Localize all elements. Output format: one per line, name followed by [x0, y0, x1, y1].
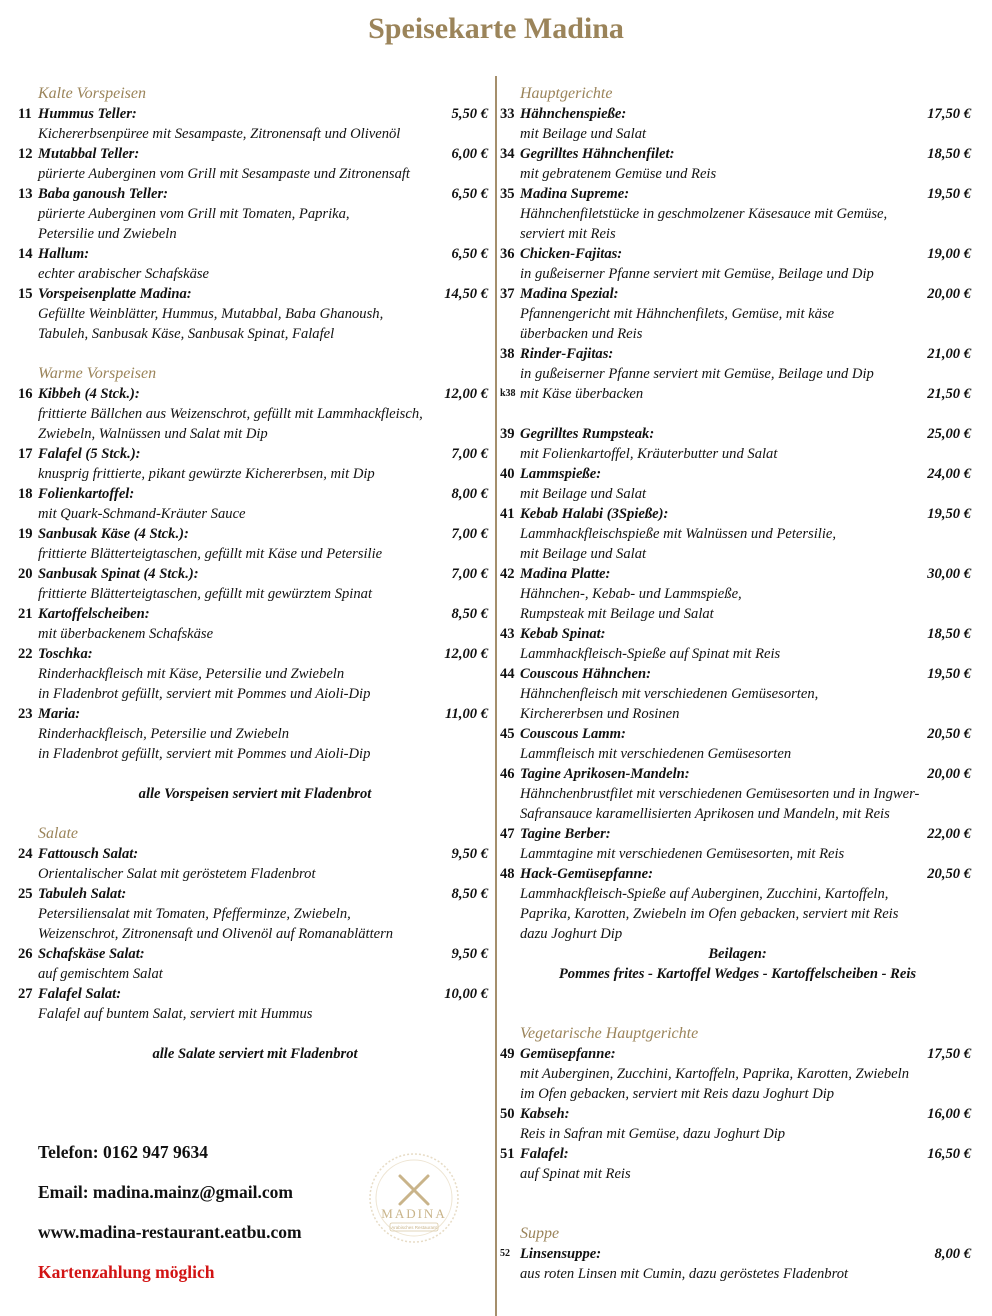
menu-note: alle Vorspeisen serviert mit Fladenbrot: [138, 786, 372, 802]
item-price: 19,50 €: [927, 666, 971, 682]
menu-item: [18, 104, 492, 124]
spacer: [18, 1024, 492, 1044]
item-description: Pfannengericht mit Hähnchenfilets, Gemüse, mit käse: [520, 306, 835, 322]
item-price: 11,00 €: [445, 706, 488, 722]
item-description: Orientalischer Salat mit geröstetem Fladenbrot: [38, 866, 316, 882]
menu-item: [500, 1244, 975, 1264]
menu-item: [18, 144, 492, 164]
email-address[interactable]: Email: madina.mainz@gmail.com: [38, 1182, 293, 1202]
item-description: in gußeiserner Pfanne serviert mit Gemüse, Beilage und Dip: [520, 366, 874, 382]
item-description: pürierte Auberginen vom Grill mit Tomaten, Paprika,: [38, 206, 350, 222]
item-name: Couscous Hähnchen:: [520, 666, 651, 682]
item-price: 21,00 €: [927, 346, 971, 362]
item-description: mit Beilage und Salat: [520, 126, 647, 142]
spacer: [18, 764, 492, 784]
item-name: Kartoffelscheiben:: [38, 606, 150, 622]
item-name: Falafel Salat:: [38, 986, 122, 1002]
spacer: [18, 804, 492, 824]
item-price: 17,50 €: [927, 1046, 971, 1062]
item-number: 48: [500, 866, 515, 882]
item-price: 18,50 €: [927, 146, 971, 162]
item-number: 49: [500, 1046, 515, 1062]
menu-item: [500, 464, 975, 484]
item-number: 22: [18, 646, 33, 662]
item-price: 5,50 €: [451, 106, 488, 122]
item-name: Sanbusak Käse (4 Stck.):: [38, 526, 189, 542]
item-number: 21: [18, 606, 33, 622]
item-number: 11: [18, 106, 32, 122]
menu-item: [18, 644, 492, 664]
menu-item: [500, 284, 975, 304]
item-description: frittierte Bällchen aus Weizenschrot, gefüllt mit Lammhackfleisch,: [38, 406, 423, 422]
logo-subtitle: Arabisches Restaurant: [391, 1225, 437, 1230]
menu-item: [500, 824, 975, 844]
menu-item: [500, 144, 975, 164]
item-number: 52: [500, 1248, 510, 1259]
item-description: Tabuleh, Sanbusak Käse, Sanbusak Spinat, Falafel: [38, 326, 335, 342]
item-name: Maria:: [38, 706, 81, 722]
item-name: Madina Supreme:: [520, 186, 630, 202]
item-number: 38: [500, 346, 515, 362]
item-name: Schafskäse Salat:: [38, 946, 145, 962]
item-description: Paprika, Karotten, Zwiebeln im Ofen gebacken, serviert mit Reis: [520, 906, 899, 922]
menu-note: alle Salate serviert mit Fladenbrot: [152, 1046, 358, 1062]
column-divider: [495, 76, 497, 1316]
item-number: 25: [18, 886, 33, 902]
menu-item: [500, 384, 975, 404]
item-name: Tagine Berber:: [520, 826, 611, 842]
item-description: in Fladenbrot gefüllt, serviert mit Pommes und Aioli-Dip: [38, 746, 371, 762]
item-number: 12: [18, 146, 33, 162]
item-description: Lammhackfleisch-Spieße auf Auberginen, Zucchini, Kartoffeln,: [520, 886, 889, 902]
menu-item: [500, 1144, 975, 1164]
item-name: Kebab Halabi (3Spieße):: [520, 506, 669, 522]
item-price: 8,00 €: [934, 1246, 971, 1262]
left-menu-column: [18, 84, 492, 1064]
item-name: Vorspeisenplatte Madina:: [38, 286, 192, 302]
item-description: Lammhackfleisch-Spieße auf Spinat mit Reis: [520, 646, 781, 662]
menu-item: [500, 724, 975, 744]
item-description: in gußeiserner Pfanne serviert mit Gemüse, Beilage und Dip: [520, 266, 874, 282]
item-description: mit Folienkartoffel, Kräuterbutter und Salat: [520, 446, 778, 462]
menu-item: [500, 424, 975, 444]
item-price: 8,00 €: [451, 486, 488, 502]
item-name: Couscous Lamm:: [520, 726, 626, 742]
item-description: Safransauce karamellisierten Aprikosen und Mandeln, mit Reis: [520, 806, 890, 822]
item-description: Hähnchen-, Kebab- und Lammspieße,: [520, 586, 742, 602]
item-description: auf gemischtem Salat: [38, 966, 163, 982]
item-description: Weizenschrot, Zitronensaft und Olivenöl auf Romanablättern: [38, 926, 394, 942]
menu-item: [500, 764, 975, 784]
menu-item: [18, 984, 492, 1004]
logo-wordmark: MADINA: [381, 1206, 447, 1221]
item-name: Madina Platte:: [520, 566, 611, 582]
item-description: mit gebratenem Gemüse und Reis: [520, 166, 717, 182]
item-price: 6,00 €: [451, 146, 488, 162]
item-price: 17,50 €: [927, 106, 971, 122]
menu-item: [500, 104, 975, 124]
item-number: 33: [500, 106, 515, 122]
menu-item: [500, 1044, 975, 1064]
menu-item: [500, 664, 975, 684]
item-description: in Fladenbrot gefüllt, serviert mit Pommes und Aioli-Dip: [38, 686, 371, 702]
item-number: 13: [18, 186, 33, 202]
item-description: dazu Joghurt Dip: [520, 926, 623, 942]
menu-item: [18, 944, 492, 964]
phone-number[interactable]: Telefon: 0162 947 9634: [38, 1142, 208, 1162]
item-description: Rinderhackfleisch, Petersilie und Zwiebeln: [38, 726, 290, 742]
item-name: Hummus Teller:: [38, 106, 137, 122]
item-description: Petersiliensalat mit Tomaten, Pfefferminze, Zwiebeln,: [38, 906, 351, 922]
item-price: 9,50 €: [451, 846, 488, 862]
card-payment-note: Kartenzahlung möglich: [38, 1262, 215, 1282]
item-description: Lammtagine mit verschiedenen Gemüsesorten, mit Reis: [520, 846, 845, 862]
item-description: Kichererbsenpüree mit Sesampaste, Zitronensaft und Olivenöl: [38, 126, 401, 142]
spacer: [500, 1204, 975, 1224]
item-description: serviert mit Reis: [520, 226, 616, 242]
item-number: 24: [18, 846, 33, 862]
section-heading: Warme Vorspeisen: [38, 365, 157, 382]
item-description: pürierte Auberginen vom Grill mit Sesampaste und Zitronensaft: [38, 166, 410, 182]
item-name: Chicken-Fajitas:: [520, 246, 623, 262]
item-price: 6,50 €: [451, 186, 488, 202]
item-number: 34: [500, 146, 515, 162]
item-name: Toschka:: [38, 646, 93, 662]
item-price: 30,00 €: [927, 566, 971, 582]
item-number: 47: [500, 826, 515, 842]
spacer: [500, 984, 975, 1004]
item-price: 8,50 €: [451, 606, 488, 622]
item-name: Kibbeh (4 Stck.):: [38, 386, 140, 402]
item-name: Madina Spezial:: [520, 286, 619, 302]
item-description: Lammfleisch mit verschiedenen Gemüsesorten: [520, 746, 792, 762]
right-menu-column: [500, 84, 975, 1284]
item-price: 20,50 €: [927, 866, 971, 882]
item-description: Gefüllte Weinblätter, Hummus, Mutabbal, Baba Ghanoush,: [38, 306, 384, 322]
item-name: Folienkartoffel:: [38, 486, 135, 502]
spacer: [500, 404, 975, 424]
item-name: Hähnchenspieße:: [520, 106, 627, 122]
menu-item: [18, 484, 492, 504]
page-title: Speisekarte Madina: [368, 12, 624, 45]
item-price: 7,00 €: [451, 446, 488, 462]
menu-item: [18, 244, 492, 264]
item-name: Mutabbal Teller:: [38, 146, 140, 162]
item-price: 21,50 €: [927, 386, 971, 402]
item-price: 19,00 €: [927, 246, 971, 262]
item-name: Gegrilltes Rumpsteak:: [520, 426, 655, 442]
item-name: Kebab Spinat:: [520, 626, 606, 642]
fork-knife-icon: [400, 1176, 428, 1204]
item-name: Rinder-Fajitas:: [520, 346, 614, 362]
item-price: 19,50 €: [927, 186, 971, 202]
section-heading: Hauptgerichte: [520, 85, 613, 102]
item-price: 7,00 €: [451, 566, 488, 582]
spacer: [500, 1004, 975, 1024]
item-price: 22,00 €: [927, 826, 971, 842]
item-description: mit überbackenem Schafskäse: [38, 626, 214, 642]
item-number: 45: [500, 726, 515, 742]
item-description: mit Quark-Schmand-Kräuter Sauce: [38, 506, 246, 522]
item-price: 20,00 €: [927, 766, 971, 782]
item-name: mit Käse überbacken: [520, 386, 644, 402]
item-price: 12,00 €: [444, 646, 488, 662]
menu-item: [500, 344, 975, 364]
item-name: Gemüsepfanne:: [520, 1046, 616, 1062]
item-name: Hallum:: [38, 246, 90, 262]
item-number: 50: [500, 1106, 515, 1122]
item-description: auf Spinat mit Reis: [520, 1166, 631, 1182]
item-name: Linsensuppe:: [520, 1246, 602, 1262]
item-number: 15: [18, 286, 33, 302]
menu-note: Pommes frites - Kartoffel Wedges - Kartoffelscheiben - Reis: [558, 966, 917, 982]
menu-item: [500, 244, 975, 264]
item-price: 20,50 €: [927, 726, 971, 742]
item-number: 41: [500, 506, 515, 522]
menu-item: [500, 864, 975, 884]
item-number: 44: [500, 666, 515, 682]
item-description: Hähnchenfleisch mit verschiedenen Gemüsesorten,: [520, 686, 819, 702]
item-price: 14,50 €: [444, 286, 488, 302]
menu-item: [18, 524, 492, 544]
item-description: Hähnchenfiletstücke in geschmolzener Käsesauce mit Gemüse,: [520, 206, 888, 222]
spacer: [500, 1184, 975, 1204]
item-number: 40: [500, 466, 515, 482]
item-price: 20,00 €: [927, 286, 971, 302]
item-name: Hack-Gemüsepfanne:: [520, 866, 653, 882]
item-number: 36: [500, 246, 515, 262]
menu-item: [18, 444, 492, 464]
menu-item: [18, 284, 492, 304]
item-description: Kirchererbsen und Rosinen: [520, 706, 680, 722]
item-number: 14: [18, 246, 33, 262]
item-description: Zwiebeln, Walnüssen und Salat mit Dip: [38, 426, 268, 442]
item-description: knusprig frittierte, pikant gewürzte Kichererbsen, mit Dip: [38, 466, 375, 482]
item-price: 16,00 €: [927, 1106, 971, 1122]
item-price: 16,50 €: [927, 1146, 971, 1162]
item-number: 18: [18, 486, 33, 502]
item-number: 23: [18, 706, 33, 722]
item-number: k38: [500, 388, 516, 399]
item-name: Falafel:: [520, 1146, 569, 1162]
item-description: Lammhackfleischspieße mit Walnüssen und Petersilie,: [520, 526, 837, 542]
item-description: überbacken und Reis: [520, 326, 643, 342]
menu-item: [18, 884, 492, 904]
item-description: im Ofen gebacken, serviert mit Reis dazu Joghurt Dip: [520, 1086, 835, 1102]
section-heading: Vegetarische Hauptgerichte: [520, 1025, 699, 1042]
item-number: 42: [500, 566, 515, 582]
item-description: aus roten Linsen mit Cumin, dazu geröstetes Fladenbrot: [520, 1266, 849, 1282]
item-description: mit Beilage und Salat: [520, 486, 647, 502]
section-heading: Suppe: [520, 1225, 560, 1242]
item-name: Gegrilltes Hähnchenfilet:: [520, 146, 675, 162]
menu-item: [500, 1104, 975, 1124]
item-number: 20: [18, 566, 33, 582]
item-price: 12,00 €: [444, 386, 488, 402]
item-price: 10,00 €: [444, 986, 488, 1002]
menu-item: [18, 604, 492, 624]
item-name: Fattousch Salat:: [38, 846, 139, 862]
item-price: 19,50 €: [927, 506, 971, 522]
item-price: 7,00 €: [451, 526, 488, 542]
section-heading: Kalte Vorspeisen: [38, 85, 146, 102]
item-description: Falafel auf buntem Salat, serviert mit Hummus: [38, 1006, 313, 1022]
item-name: Baba ganoush Teller:: [38, 186, 169, 202]
menu-item: [500, 564, 975, 584]
item-price: 9,50 €: [451, 946, 488, 962]
item-name: Lammspieße:: [520, 466, 602, 482]
item-name: Tabuleh Salat:: [38, 886, 127, 902]
item-description: Reis in Safran mit Gemüse, dazu Joghurt Dip: [520, 1126, 786, 1142]
menu-item: [18, 184, 492, 204]
item-price: 24,00 €: [927, 466, 971, 482]
website-link[interactable]: www.madina-restaurant.eatbu.com: [38, 1222, 302, 1242]
item-number: 26: [18, 946, 33, 962]
item-number: 43: [500, 626, 515, 642]
item-description: echter arabischer Schafskäse: [38, 266, 210, 282]
menu-note: Beilagen:: [708, 946, 767, 962]
item-number: 37: [500, 286, 515, 302]
menu-item: [18, 704, 492, 724]
item-number: 46: [500, 766, 515, 782]
item-price: 25,00 €: [927, 426, 971, 442]
menu-item: [18, 384, 492, 404]
menu-item: [500, 504, 975, 524]
item-number: 39: [500, 426, 515, 442]
menu-item: [500, 624, 975, 644]
menu-item: [500, 184, 975, 204]
menu-item: [18, 844, 492, 864]
item-description: Petersilie und Zwiebeln: [38, 226, 177, 242]
item-name: Tagine Aprikosen-Mandeln:: [520, 766, 690, 782]
item-description: mit Beilage und Salat: [520, 546, 647, 562]
item-description: frittierte Blätterteigtaschen, gefüllt mit gewürztem Spinat: [38, 586, 372, 602]
item-name: Falafel (5 Stck.):: [38, 446, 141, 462]
item-price: 8,50 €: [451, 886, 488, 902]
item-name: Sanbusak Spinat (4 Stck.):: [38, 566, 199, 582]
item-name: Kabseh:: [520, 1106, 570, 1122]
restaurant-logo: [366, 1150, 462, 1246]
item-price: 6,50 €: [451, 246, 488, 262]
item-description: Rumpsteak mit Beilage und Salat: [520, 606, 714, 622]
item-description: frittierte Blätterteigtaschen, gefüllt mit Käse und Petersilie: [38, 546, 383, 562]
item-number: 19: [18, 526, 33, 542]
item-number: 16: [18, 386, 33, 402]
item-number: 17: [18, 446, 33, 462]
item-price: 18,50 €: [927, 626, 971, 642]
item-description: Hähnchenbrustfilet mit verschiedenen Gemüsesorten und in Ingwer-: [520, 786, 920, 802]
item-number: 51: [500, 1146, 515, 1162]
menu-item: [18, 564, 492, 584]
item-number: 35: [500, 186, 515, 202]
spacer: [18, 344, 492, 364]
item-description: mit Auberginen, Zucchini, Kartoffeln, Paprika, Karotten, Zwiebeln: [520, 1066, 910, 1082]
item-description: Rinderhackfleisch mit Käse, Petersilie und Zwiebeln: [38, 666, 345, 682]
section-heading: Salate: [38, 825, 78, 842]
item-number: 27: [18, 986, 33, 1002]
